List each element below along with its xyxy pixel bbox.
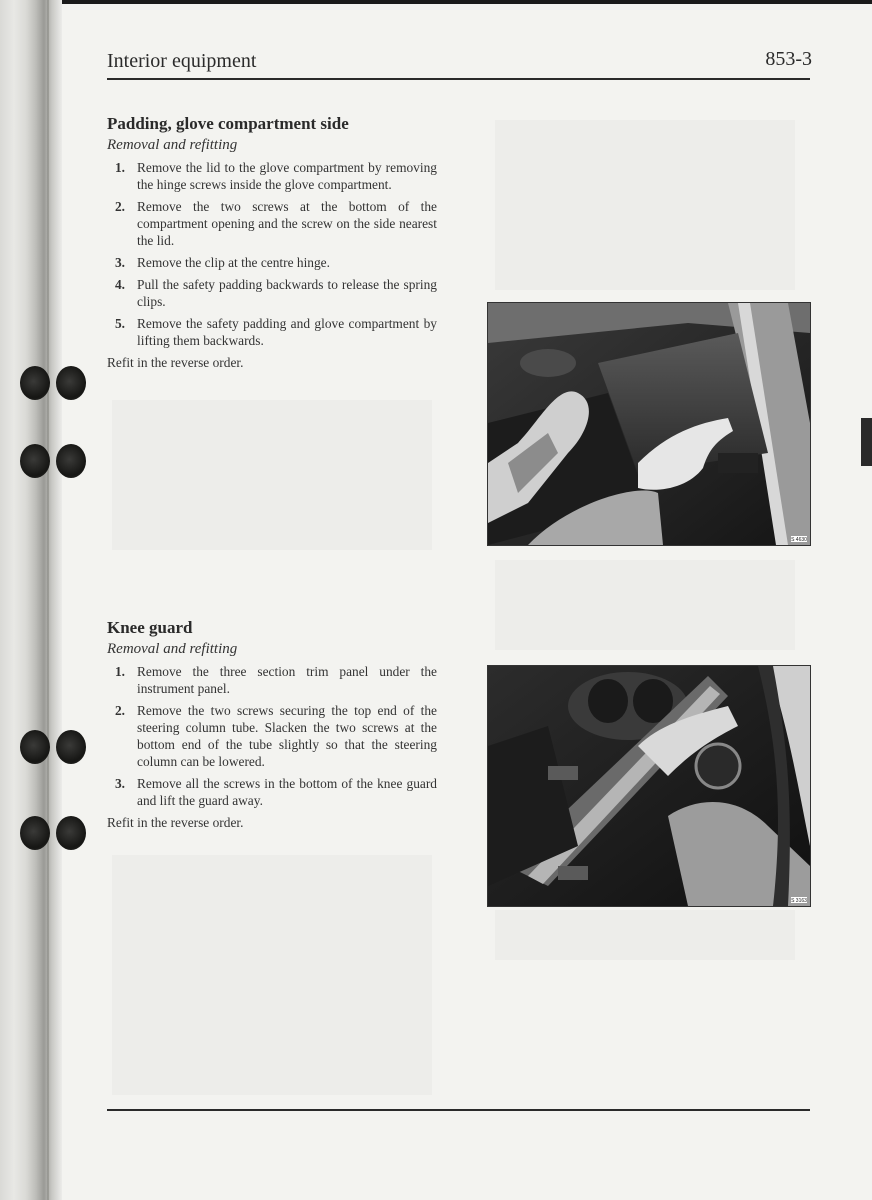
punch-hole <box>56 816 86 850</box>
punch-hole <box>56 444 86 478</box>
step-text: Remove all the screws in the bottom of the knee guard and lift the guard away. <box>137 776 437 808</box>
section-subtitle: Removal and refitting <box>107 641 238 657</box>
section-edge-tab <box>861 418 872 466</box>
figure-code: S 3163 <box>791 898 807 904</box>
step-number: 3. <box>114 776 125 791</box>
punch-hole <box>20 444 50 478</box>
figure-code: S 4630 <box>791 537 807 543</box>
step-list <box>107 663 437 809</box>
step-number: 1. <box>114 160 125 175</box>
section-subtitle: Removal and refitting <box>107 137 238 153</box>
step-item <box>107 775 437 809</box>
step-text: Remove the lid to the glove compartment by removing the hinge screws inside the glove compartment. <box>137 160 437 192</box>
step-list <box>107 159 437 349</box>
punch-hole <box>20 816 50 850</box>
binding-fold <box>47 0 49 1200</box>
step-item <box>107 702 437 770</box>
step-item <box>107 276 437 310</box>
page-number: 853-3 <box>765 48 812 70</box>
step-item <box>107 315 437 349</box>
step-number: 4. <box>114 277 125 292</box>
step-text: Remove the two screws at the bottom of the compartment opening and the screw on the side nearest the lid. <box>137 199 437 248</box>
step-number: 1. <box>114 664 125 679</box>
closing-note: Refit in the reverse order. <box>107 355 244 370</box>
punch-hole <box>56 366 86 400</box>
step-number: 5. <box>114 316 125 331</box>
section-title: Padding, glove compartment side <box>107 114 349 133</box>
step-text: Remove the two screws securing the top end of the steering column tube. Slacken the two screws at the bottom end of the tube slightly so that the steering column can be lowered. <box>137 703 437 769</box>
show-through <box>495 120 795 290</box>
page-header-title: Interior equipment <box>107 50 257 72</box>
section-knee-guard <box>107 617 437 831</box>
photo-glove-compartment <box>487 302 811 546</box>
step-item <box>107 663 437 697</box>
step-item <box>107 159 437 193</box>
photo-illustration <box>488 666 810 906</box>
punch-hole <box>20 366 50 400</box>
footer-rule <box>107 1109 810 1111</box>
step-text: Pull the safety padding backwards to release the spring clips. <box>137 277 437 309</box>
punch-hole <box>20 730 50 764</box>
step-text: Remove the three section trim panel under the instrument panel. <box>137 664 437 696</box>
binding-margin <box>0 0 62 1200</box>
step-item <box>107 198 437 249</box>
show-through <box>495 560 795 650</box>
step-item <box>107 254 437 271</box>
show-through <box>112 855 432 1095</box>
step-number: 3. <box>114 255 125 270</box>
photo-knee-guard <box>487 665 811 907</box>
page-top-edge <box>0 0 872 4</box>
section-title: Knee guard <box>107 618 193 637</box>
punch-hole <box>56 730 86 764</box>
closing-note: Refit in the reverse order. <box>107 815 244 830</box>
step-number: 2. <box>114 199 125 214</box>
show-through <box>112 400 432 550</box>
step-text: Remove the safety padding and glove compartment by lifting them backwards. <box>137 316 437 348</box>
step-text: Remove the clip at the centre hinge. <box>137 255 330 270</box>
header-rule <box>107 78 810 80</box>
show-through <box>495 910 795 960</box>
step-number: 2. <box>114 703 125 718</box>
section-padding <box>107 113 437 371</box>
photo-illustration <box>488 303 810 545</box>
